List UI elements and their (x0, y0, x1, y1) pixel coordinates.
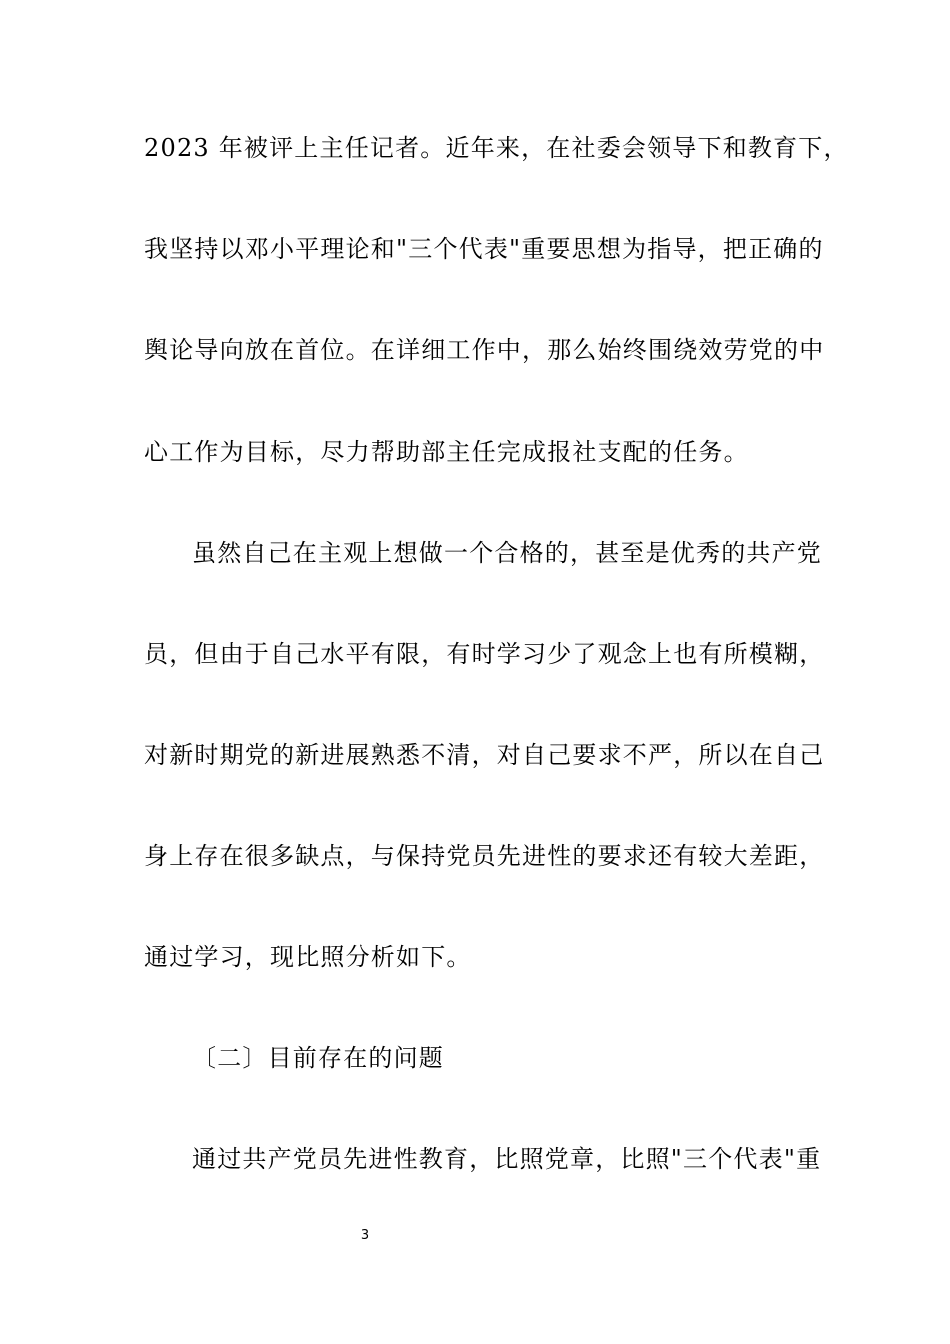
paragraph-line: 舆论导向放在首位。在详细工作中，那么始终围绕效劳党的中 (144, 336, 825, 364)
paragraph-line: 通过学习，现比照分析如下。 (144, 943, 472, 971)
paragraph-line: 员，但由于自己水平有限，有时学习少了观念上也有所模糊， (144, 640, 825, 668)
section-heading: 〔二〕目前存在的问题 (192, 1044, 444, 1072)
page-number: 3 (360, 1228, 370, 1243)
paragraph-line: 通过共产党员先进性教育，比照党章，比照"三个代表"重 (192, 1145, 822, 1173)
paragraph-line: 我坚持以邓小平理论和"三个代表"重要思想为指导，把正确的 (144, 235, 824, 263)
paragraph-line: 虽然自己在主观上想做一个合格的，甚至是优秀的共产党 (192, 539, 822, 567)
paragraph-line: 2023 年被评上主任记者。近年来，在社委会领导下和教育下， (144, 134, 849, 162)
paragraph-line: 心工作为目标，尽力帮助部主任完成报社支配的任务。 (144, 438, 749, 466)
paragraph-line: 身上存在很多缺点，与保持党员先进性的要求还有较大差距， (144, 842, 825, 870)
paragraph-line: 对新时期党的新进展熟悉不清，对自己要求不严，所以在自己 (144, 741, 825, 769)
